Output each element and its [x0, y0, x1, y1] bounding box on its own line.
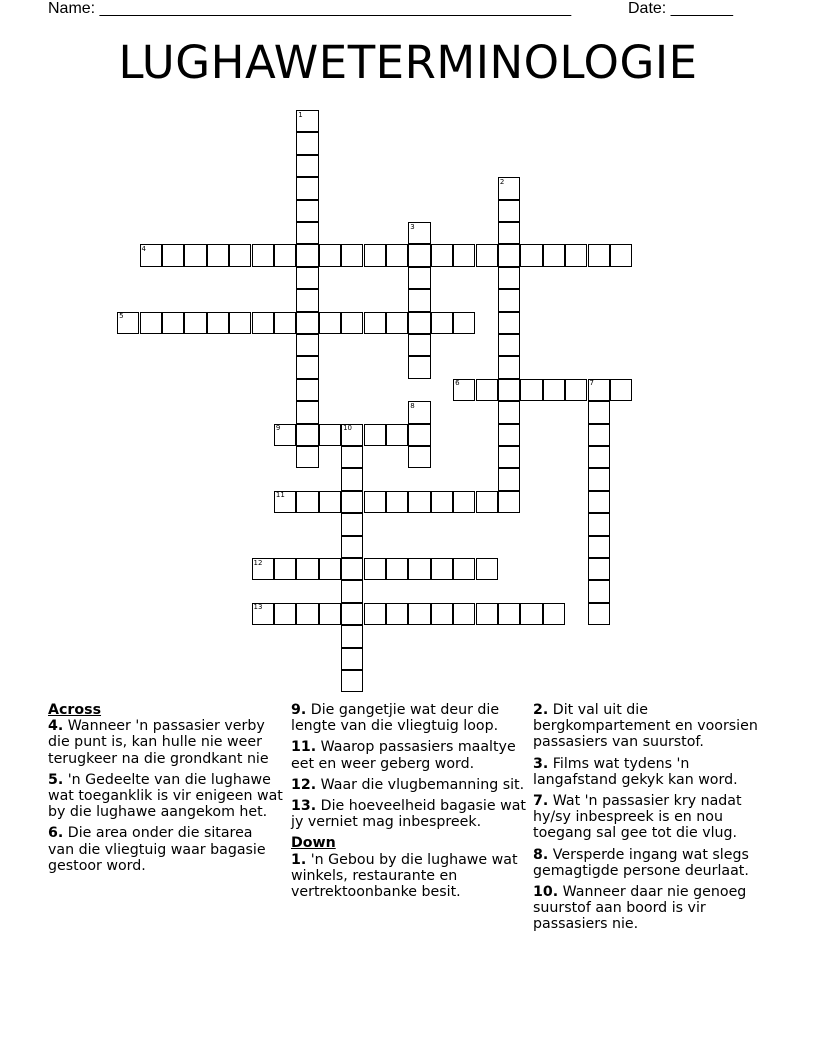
- grid-cell[interactable]: [341, 468, 363, 490]
- grid-cell[interactable]: [319, 558, 341, 580]
- clue-number: 7.: [533, 793, 549, 810]
- clue-text: 'n Gebou by die lughawe wat winkels, restaurante en vertrektoonbanke besit.: [291, 851, 518, 901]
- grid-cell[interactable]: [386, 312, 408, 334]
- grid-cell[interactable]: [498, 379, 520, 401]
- puzzle-title: LUGHAWETERMINOLOGIE: [118, 36, 698, 89]
- grid-cell[interactable]: [610, 379, 632, 401]
- grid-cell[interactable]: [274, 244, 296, 266]
- grid-cell[interactable]: [252, 244, 274, 266]
- clue-number: 9.: [291, 702, 307, 718]
- clue-number-label: 13: [253, 603, 263, 612]
- clue-text: Waarop passasiers maaltye eet en weer geberg word.: [291, 739, 516, 772]
- clue-item: [48, 718, 283, 767]
- grid-cell[interactable]: [296, 222, 318, 244]
- grid-cell[interactable]: [341, 558, 363, 580]
- grid-cell[interactable]: [140, 312, 162, 334]
- grid-cell[interactable]: [207, 244, 229, 266]
- grid-cell[interactable]: [341, 625, 363, 647]
- down-heading: Down: [291, 835, 336, 852]
- grid-cell[interactable]: [364, 244, 386, 266]
- clue-number-label: 7: [589, 379, 594, 388]
- grid-cell[interactable]: [453, 603, 475, 625]
- grid-cell[interactable]: [296, 289, 318, 311]
- grid-cell[interactable]: [296, 267, 318, 289]
- grid-cell[interactable]: [588, 513, 610, 535]
- grid-cell[interactable]: [588, 536, 610, 558]
- clue-item: [48, 772, 283, 821]
- grid-cell[interactable]: [588, 558, 610, 580]
- grid-cell[interactable]: [296, 603, 318, 625]
- grid-cell[interactable]: [588, 424, 610, 446]
- clue-text: Die gangetjie wat deur die lengte van die vliegtuig loop.: [291, 702, 500, 735]
- clue-number-label: 12: [253, 558, 263, 567]
- clue-number: 3.: [533, 755, 549, 772]
- grid-cell[interactable]: [252, 312, 274, 334]
- across-clue-list: [48, 718, 283, 874]
- grid-cell[interactable]: [162, 312, 184, 334]
- grid-cell[interactable]: [520, 244, 542, 266]
- grid-cell[interactable]: [498, 222, 520, 244]
- grid-cell[interactable]: [184, 244, 206, 266]
- grid-cell[interactable]: [498, 334, 520, 356]
- grid-cell[interactable]: [543, 379, 565, 401]
- grid-cell[interactable]: [431, 312, 453, 334]
- clue-number: 6.: [48, 825, 64, 842]
- grid-cell[interactable]: [229, 312, 251, 334]
- grid-cell[interactable]: [274, 603, 296, 625]
- grid-cell[interactable]: [319, 244, 341, 266]
- grid-cell[interactable]: [431, 491, 453, 513]
- clue-number-label: 2: [499, 177, 505, 186]
- grid-cell[interactable]: [453, 244, 475, 266]
- grid-cell[interactable]: [296, 379, 318, 401]
- grid-cell[interactable]: [296, 491, 318, 513]
- down-clue-list-continued: [533, 702, 773, 933]
- grid-cell[interactable]: [274, 312, 296, 334]
- clue-number: 4.: [48, 718, 64, 735]
- grid-cell[interactable]: [162, 244, 184, 266]
- clue-number-label: 6: [455, 379, 460, 388]
- grid-cell[interactable]: [408, 312, 430, 334]
- grid-cell[interactable]: [476, 603, 498, 625]
- grid-cell[interactable]: [296, 155, 318, 177]
- grid-cell[interactable]: [319, 603, 341, 625]
- grid-cell[interactable]: [184, 312, 206, 334]
- clue-number: 5.: [48, 771, 64, 788]
- clue-number: 13.: [291, 798, 317, 815]
- clue-text: Die hoeveelheid bagasie wat jy verniet mag inbespreek.: [291, 798, 526, 831]
- clues-column-1: [48, 702, 283, 879]
- clue-item: [533, 793, 773, 842]
- grid-cell[interactable]: [498, 200, 520, 222]
- clue-number: 11.: [291, 739, 317, 756]
- grid-cell[interactable]: [498, 424, 520, 446]
- grid-cell[interactable]: [386, 603, 408, 625]
- clue-number-label: 3: [410, 222, 415, 231]
- clue-item: [533, 702, 773, 751]
- grid-cell[interactable]: [565, 244, 587, 266]
- clue-text: Wanneer 'n passasier verby die punt is, kan hulle nie weer terugkeer na die grondkant nie: [48, 718, 269, 767]
- clue-item: [533, 847, 773, 879]
- clue-text: Versperde ingang wat slegs gemagtigde persone deurlaat.: [533, 846, 749, 879]
- grid-cell[interactable]: [341, 446, 363, 468]
- grid-cell[interactable]: [296, 177, 318, 199]
- clue-item: [291, 739, 526, 771]
- grid-cell[interactable]: [341, 536, 363, 558]
- grid-cell[interactable]: [588, 603, 610, 625]
- grid-cell[interactable]: [341, 648, 363, 670]
- grid-cell[interactable]: [431, 244, 453, 266]
- grid-cell[interactable]: [588, 446, 610, 468]
- grid-cell[interactable]: [207, 312, 229, 334]
- grid-cell[interactable]: [431, 603, 453, 625]
- clue-number-label: 10: [343, 424, 353, 433]
- grid-cell[interactable]: [453, 491, 475, 513]
- grid-cell[interactable]: [565, 379, 587, 401]
- clue-text: Die area onder die sitarea van die vliegtuig waar bagasie gestoor word.: [48, 825, 266, 874]
- grid-cell[interactable]: [408, 244, 430, 266]
- grid-cell[interactable]: [341, 513, 363, 535]
- clue-number: 12.: [291, 776, 317, 793]
- grid-cell[interactable]: [274, 558, 296, 580]
- grid-cell[interactable]: [588, 244, 610, 266]
- grid-cell[interactable]: [498, 468, 520, 490]
- grid-cell[interactable]: [498, 401, 520, 423]
- grid-cell[interactable]: [296, 334, 318, 356]
- grid-cell[interactable]: [498, 603, 520, 625]
- grid-cell[interactable]: [296, 356, 318, 378]
- clue-item: [291, 777, 526, 793]
- grid-cell[interactable]: [588, 468, 610, 490]
- clue-text: Films wat tydens 'n langafstand gekyk kan word.: [533, 755, 738, 788]
- grid-cell[interactable]: [453, 312, 475, 334]
- grid-cell[interactable]: [319, 424, 341, 446]
- clue-text: 'n Gedeelte van die lughawe wat toeganklik is vir enigeen wat by die lughawe aangekom het.: [48, 771, 283, 821]
- clue-text: Waar die vlugbemanning sit.: [316, 776, 525, 793]
- grid-cell[interactable]: [341, 491, 363, 513]
- grid-cell[interactable]: [610, 244, 632, 266]
- grid-cell[interactable]: [431, 558, 453, 580]
- clue-item: [533, 884, 773, 933]
- grid-cell[interactable]: [364, 491, 386, 513]
- clue-number-label: 1: [298, 110, 303, 119]
- clue-item: [291, 702, 526, 734]
- grid-cell[interactable]: [319, 312, 341, 334]
- grid-cell[interactable]: [408, 356, 430, 378]
- across-heading: Across: [48, 702, 102, 718]
- grid-cell[interactable]: [520, 603, 542, 625]
- grid-cell[interactable]: [296, 558, 318, 580]
- grid-cell[interactable]: [588, 491, 610, 513]
- grid-cell[interactable]: [296, 424, 318, 446]
- grid-cell[interactable]: [498, 244, 520, 266]
- down-clue-list: [291, 852, 526, 901]
- clue-item: [533, 756, 773, 788]
- grid-cell[interactable]: [476, 379, 498, 401]
- grid-cell[interactable]: [229, 244, 251, 266]
- grid-cell[interactable]: [386, 491, 408, 513]
- grid-cell[interactable]: [408, 424, 430, 446]
- date-field-label: Date: _______: [628, 0, 733, 17]
- grid-cell[interactable]: [296, 200, 318, 222]
- grid-cell[interactable]: [498, 491, 520, 513]
- grid-cell[interactable]: [453, 558, 475, 580]
- grid-cell[interactable]: [341, 603, 363, 625]
- grid-cell[interactable]: [408, 267, 430, 289]
- grid-cell[interactable]: [296, 446, 318, 468]
- grid-cell[interactable]: [319, 491, 341, 513]
- clue-item: [291, 798, 526, 830]
- grid-cell[interactable]: [476, 558, 498, 580]
- clue-number: 10.: [533, 884, 559, 901]
- grid-cell[interactable]: [296, 312, 318, 334]
- clue-number-label: 4: [141, 244, 146, 253]
- grid-cell[interactable]: [498, 312, 520, 334]
- across-clue-list-continued: [291, 702, 526, 830]
- clue-number-label: 9: [275, 424, 281, 433]
- clue-number-label: 5: [119, 312, 124, 321]
- grid-cell[interactable]: [296, 132, 318, 154]
- grid-cell[interactable]: [498, 267, 520, 289]
- grid-cell[interactable]: [341, 312, 363, 334]
- clue-number: 2.: [533, 702, 549, 718]
- clue-number-label: 8: [410, 401, 415, 410]
- clue-item: [291, 852, 526, 901]
- grid-cell[interactable]: [476, 244, 498, 266]
- grid-cell[interactable]: [520, 379, 542, 401]
- grid-cell[interactable]: [588, 401, 610, 423]
- grid-cell[interactable]: [386, 558, 408, 580]
- clues-column-3: [533, 702, 773, 938]
- clue-number: 1.: [291, 851, 307, 868]
- grid-cell[interactable]: [588, 580, 610, 602]
- grid-cell[interactable]: [476, 491, 498, 513]
- grid-cell[interactable]: [364, 558, 386, 580]
- grid-cell[interactable]: [296, 244, 318, 266]
- grid-cell[interactable]: [341, 670, 363, 692]
- grid-cell[interactable]: [341, 580, 363, 602]
- grid-cell[interactable]: [341, 244, 363, 266]
- clue-number: 8.: [533, 846, 549, 863]
- grid-cell[interactable]: [498, 356, 520, 378]
- grid-cell[interactable]: [498, 446, 520, 468]
- grid-cell[interactable]: [386, 424, 408, 446]
- clues-column-2: [291, 702, 526, 905]
- grid-cell[interactable]: [408, 334, 430, 356]
- grid-cell[interactable]: [408, 491, 430, 513]
- clue-number-label: 11: [275, 491, 285, 500]
- grid-cell[interactable]: [498, 289, 520, 311]
- grid-cell[interactable]: [408, 603, 430, 625]
- grid-cell[interactable]: [364, 603, 386, 625]
- grid-cell[interactable]: [296, 401, 318, 423]
- grid-cell[interactable]: [408, 289, 430, 311]
- grid-cell[interactable]: [408, 558, 430, 580]
- grid-cell[interactable]: [364, 312, 386, 334]
- clue-text: Wanneer daar nie genoeg suurstof aan boord is vir passasiers nie.: [533, 884, 747, 933]
- grid-cell[interactable]: [543, 244, 565, 266]
- grid-cell[interactable]: [543, 603, 565, 625]
- clue-text: Dit val uit die bergkompartement en voorsien passasiers van suurstof.: [533, 702, 758, 751]
- name-field-label: Name: _____________________________________________________: [48, 0, 572, 17]
- grid-cell[interactable]: [386, 244, 408, 266]
- clue-text: Wat 'n passasier kry nadat hy/sy inbespreek is en nou toegang sal gee tot die vlug.: [533, 793, 742, 842]
- grid-cell[interactable]: [364, 424, 386, 446]
- grid-cell[interactable]: [408, 446, 430, 468]
- clue-item: [48, 825, 283, 874]
